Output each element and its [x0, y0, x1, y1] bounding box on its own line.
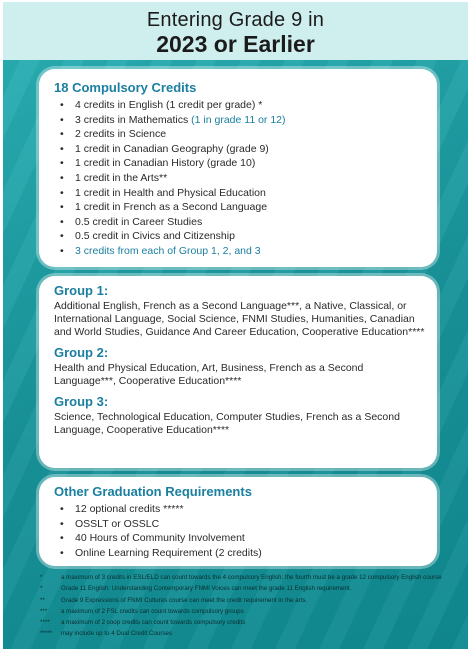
item-text: Online Learning Requirement (2 credits) — [75, 546, 262, 559]
footnote-text: may include up to 4 Dual Credit Courses — [61, 630, 173, 638]
poster — [3, 2, 468, 649]
compulsory-credits-heading: 18 Compulsory Credits — [54, 80, 197, 95]
item-text: 2 credits in Science — [75, 128, 167, 141]
compulsory-credits-list — [54, 98, 425, 259]
item-text: 1 credit in Health and Physical Education — [75, 186, 266, 199]
footnote — [40, 572, 460, 583]
footnote-mark: * — [40, 585, 43, 593]
item-text: 0.5 credit in Career Studies — [75, 215, 203, 228]
item-text: 1 credit in French as a Second Language — [75, 201, 268, 214]
item-text: 1 credit in Canadian Geography (grade 9) — [75, 142, 269, 155]
footnote-mark: ** — [40, 596, 45, 604]
group-2-heading: Group 2: — [54, 345, 109, 360]
footnote-mark: **** — [40, 619, 50, 627]
title-line-1: Entering Grade 9 in — [146, 9, 325, 31]
list-item — [60, 200, 425, 215]
item-note: 3 credits from each of Group 1, 2, and 3 — [75, 244, 261, 257]
footnote-text: Grade 9 Expressions of FNMI Cultures course can meet the credit requirement in the arts. — [61, 596, 308, 604]
other-requirements-list — [54, 502, 425, 560]
list-item — [60, 546, 425, 561]
footnote — [40, 595, 460, 606]
group-1-text: Additional English, French as a Second Language***, a Native, Classical, or International Language, Social Science, FNMI Studies, Humanities, Canadian and World Studies, Guidance And Career Education, Cooperative Education**** — [54, 300, 425, 338]
bullet-icon: • — [60, 201, 64, 214]
footnote-mark: *** — [40, 607, 48, 615]
group-3-heading: Group 3: — [54, 394, 109, 409]
item-text: OSSLT or OSSLC — [75, 517, 160, 530]
list-item — [60, 244, 425, 259]
compulsory-credits-card — [39, 69, 437, 267]
bullet-icon: • — [60, 128, 64, 141]
footnotes — [40, 572, 460, 640]
footnote — [40, 628, 460, 639]
list-item — [60, 531, 425, 546]
list-item — [60, 229, 425, 244]
list-item — [60, 113, 425, 128]
other-requirements-heading: Other Graduation Requirements — [54, 484, 252, 499]
group-2-text: Health and Physical Education, Art, Business, French as a Second Language***, Cooperative Education**** — [54, 362, 364, 387]
footnote-text: a maximum of 2 FSL credits can count towards compulsory groups — [61, 607, 244, 615]
list-item — [60, 517, 425, 532]
other-requirements-card — [39, 477, 437, 566]
item-text: 4 credits in English (1 credit per grade) * — [75, 99, 263, 111]
list-item — [60, 215, 425, 230]
bullet-icon: • — [60, 142, 64, 155]
bullet-icon: • — [60, 157, 64, 170]
footnote — [40, 617, 460, 628]
item-text: 3 credits in Mathematics — [75, 113, 192, 126]
item-text: 1 credit in Canadian History (grade 10) — [75, 157, 256, 170]
bullet-icon: • — [60, 517, 64, 530]
bullet-icon: • — [60, 230, 64, 243]
footnote — [40, 583, 460, 594]
bullet-icon: • — [60, 99, 64, 111]
title-band — [3, 2, 468, 60]
footnote-text: Grade 11 English: Understanding Contemporary FNMI Voices can meet the grade 11 English requirement. — [61, 585, 352, 593]
groups-card — [39, 276, 437, 468]
bullet-icon: • — [60, 532, 64, 545]
footnote-mark: * — [40, 574, 43, 581]
list-item — [60, 127, 425, 142]
footnote-mark: ***** — [40, 630, 53, 638]
bullet-icon: • — [60, 171, 64, 184]
bullet-icon: • — [60, 244, 64, 257]
list-item — [60, 98, 425, 113]
title-line-2: 2023 or Earlier — [156, 31, 315, 57]
list-item — [60, 142, 425, 157]
footnote-text: a maximum of 3 credits in ESL/ELD can count towards the 4 compulsory English; the fourth must be a grade 12 compulsory English course — [61, 574, 442, 581]
item-text: 40 Hours of Community Involvement — [75, 532, 245, 545]
list-item — [60, 186, 425, 201]
item-text: 12 optional credits ***** — [75, 503, 184, 515]
bullet-icon: • — [60, 503, 64, 515]
bullet-icon: • — [60, 186, 64, 199]
item-text: 0.5 credit in Civics and Citizenship — [75, 230, 235, 243]
footnote — [40, 606, 460, 617]
list-item — [60, 502, 425, 517]
list-item — [60, 156, 425, 171]
item-text: 1 credit in the Arts** — [75, 171, 168, 184]
group-3-text: Science, Technological Education, Computer Studies, French as a Second Language, Cooperative Education**** — [54, 411, 400, 436]
bullet-icon: • — [60, 215, 64, 228]
group-1-heading: Group 1: — [54, 283, 109, 298]
item-note: (1 in grade 11 or 12) — [191, 113, 286, 126]
bullet-icon: • — [60, 546, 64, 559]
footnote-text: a maximum of 2 coop credits can count towards compulsory credits — [61, 619, 246, 627]
list-item — [60, 171, 425, 186]
bullet-icon: • — [60, 113, 64, 126]
